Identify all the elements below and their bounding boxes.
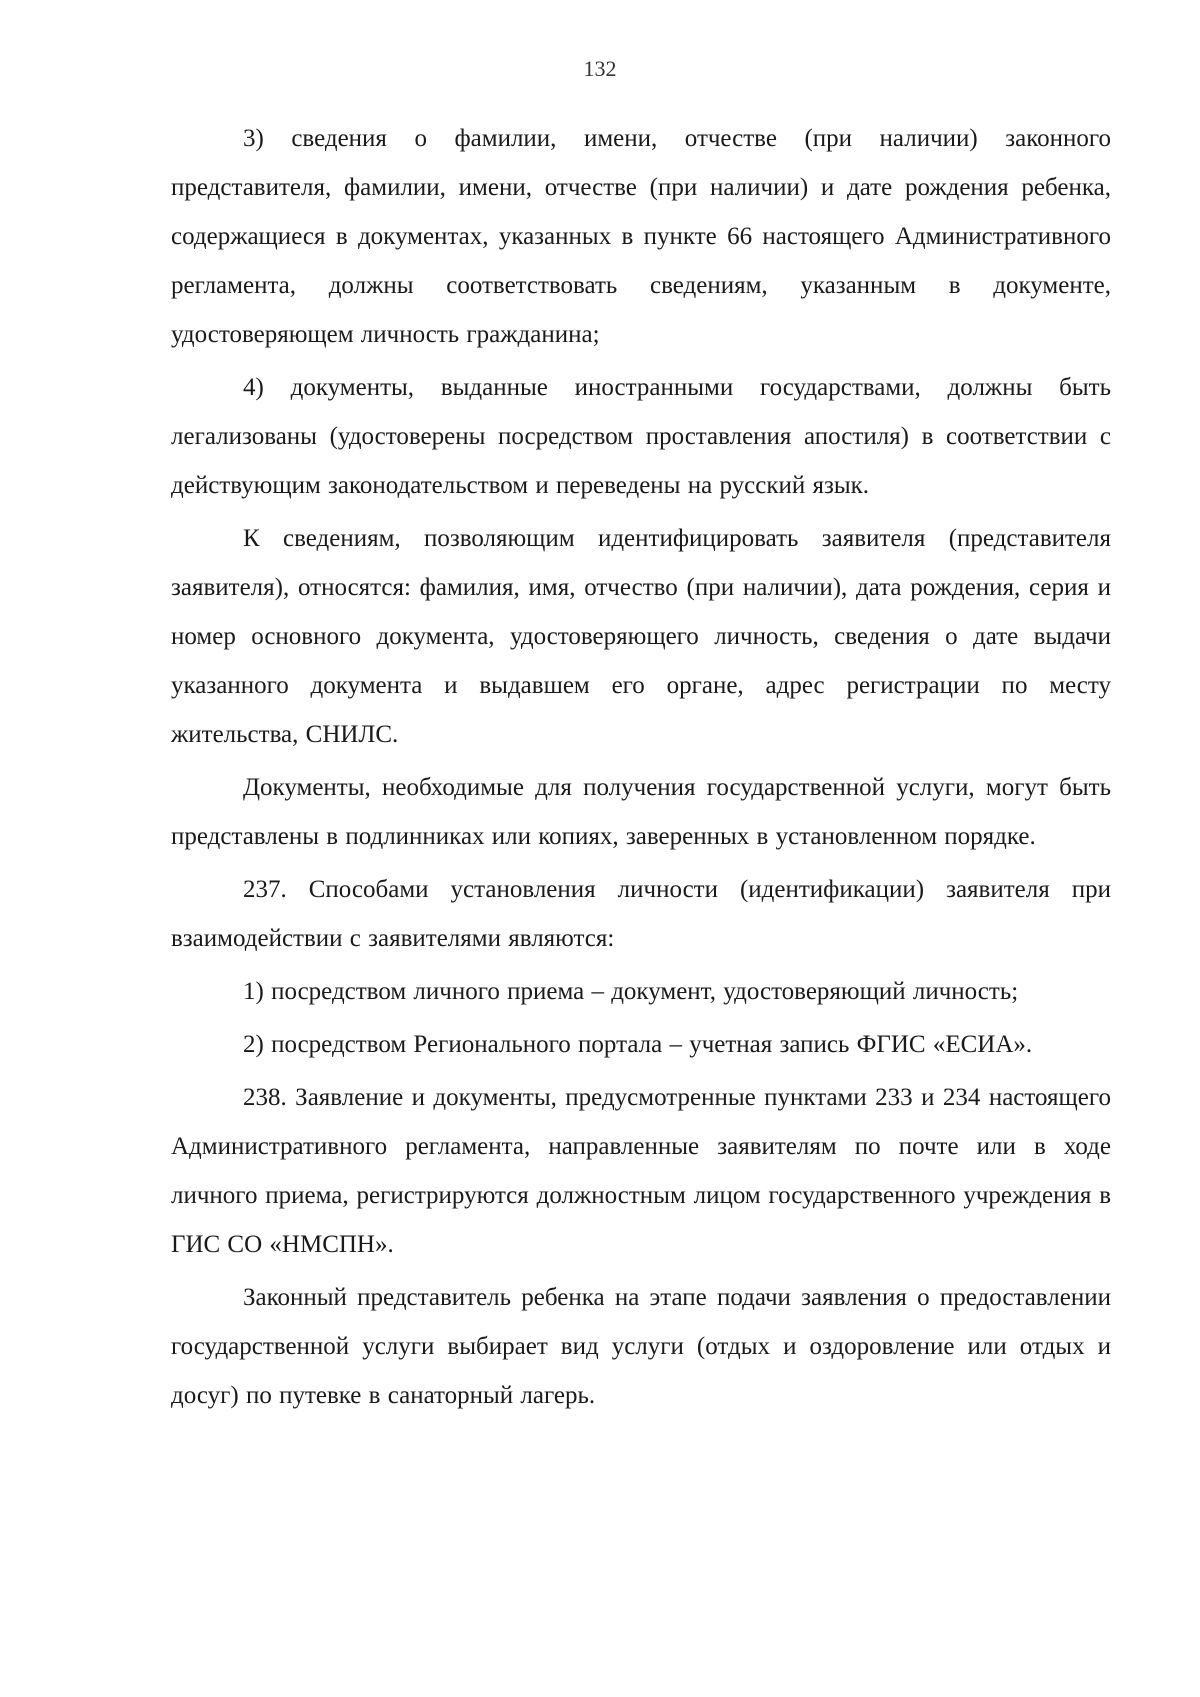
paragraph-237-item-2: 2) посредством Регионального портала – учетная запись ФГИС «ЕСИА».	[243, 1031, 1033, 1058]
paragraph-item-4: 4) документы, выданные иностранными государствами, должны быть легализованы (удостоверены посредством проставления апостиля) в соответствии с действующим законодательством и переведены на русский язык.	[171, 374, 1111, 499]
paragraph-237: 237. Способами установления личности (идентификации) заявителя при взаимодействии с заявителями являются:	[171, 876, 1111, 952]
page-number: 132	[583, 56, 617, 81]
document-body	[171, 114, 1111, 1424]
paragraph-237-item-1: 1) посредством личного приема – документ, удостоверяющий личность;	[243, 978, 1019, 1005]
paragraph-legal-representative: Законный представитель ребенка на этапе подачи заявления о предоставлении государственной услуги выбирает вид услуги (отдых и оздоровление или отдых и досуг) по путевке в санаторный лагерь.	[171, 1284, 1111, 1409]
paragraph-238: 238. Заявление и документы, предусмотренные пунктами 233 и 234 настоящего Административного регламента, направленные заявителям по почте или в ходе личного приема, регистрируются должностным лицом государственного учреждения в ГИС СО «НМСПН».	[171, 1084, 1111, 1258]
paragraph-identification-data: К сведениям, позволяющим идентифицировать заявителя (представителя заявителя), относятся: фамилия, имя, отчество (при наличии), дата рождения, серия и номер основного документа, удостоверяющего личность, сведения о дате выдачи указанного документа и выдавшем его органе, адрес регистрации по месту жительства, СНИЛС.	[171, 525, 1111, 748]
paragraph-documents-form: Документы, необходимые для получения государственной услуги, могут быть представлены в подлинниках или копиях, заверенных в установленном порядке.	[171, 774, 1111, 850]
paragraph-item-3: 3) сведения о фамилии, имени, отчестве (при наличии) законного представителя, фамилии, имени, отчестве (при наличии) и дате рождения ребенка, содержащиеся в документах, указанных в пункте 66 настоящего Административного регламента, должны соответствовать сведениям, указанным в документе, удостоверяющем личность гражданина;	[171, 125, 1111, 348]
